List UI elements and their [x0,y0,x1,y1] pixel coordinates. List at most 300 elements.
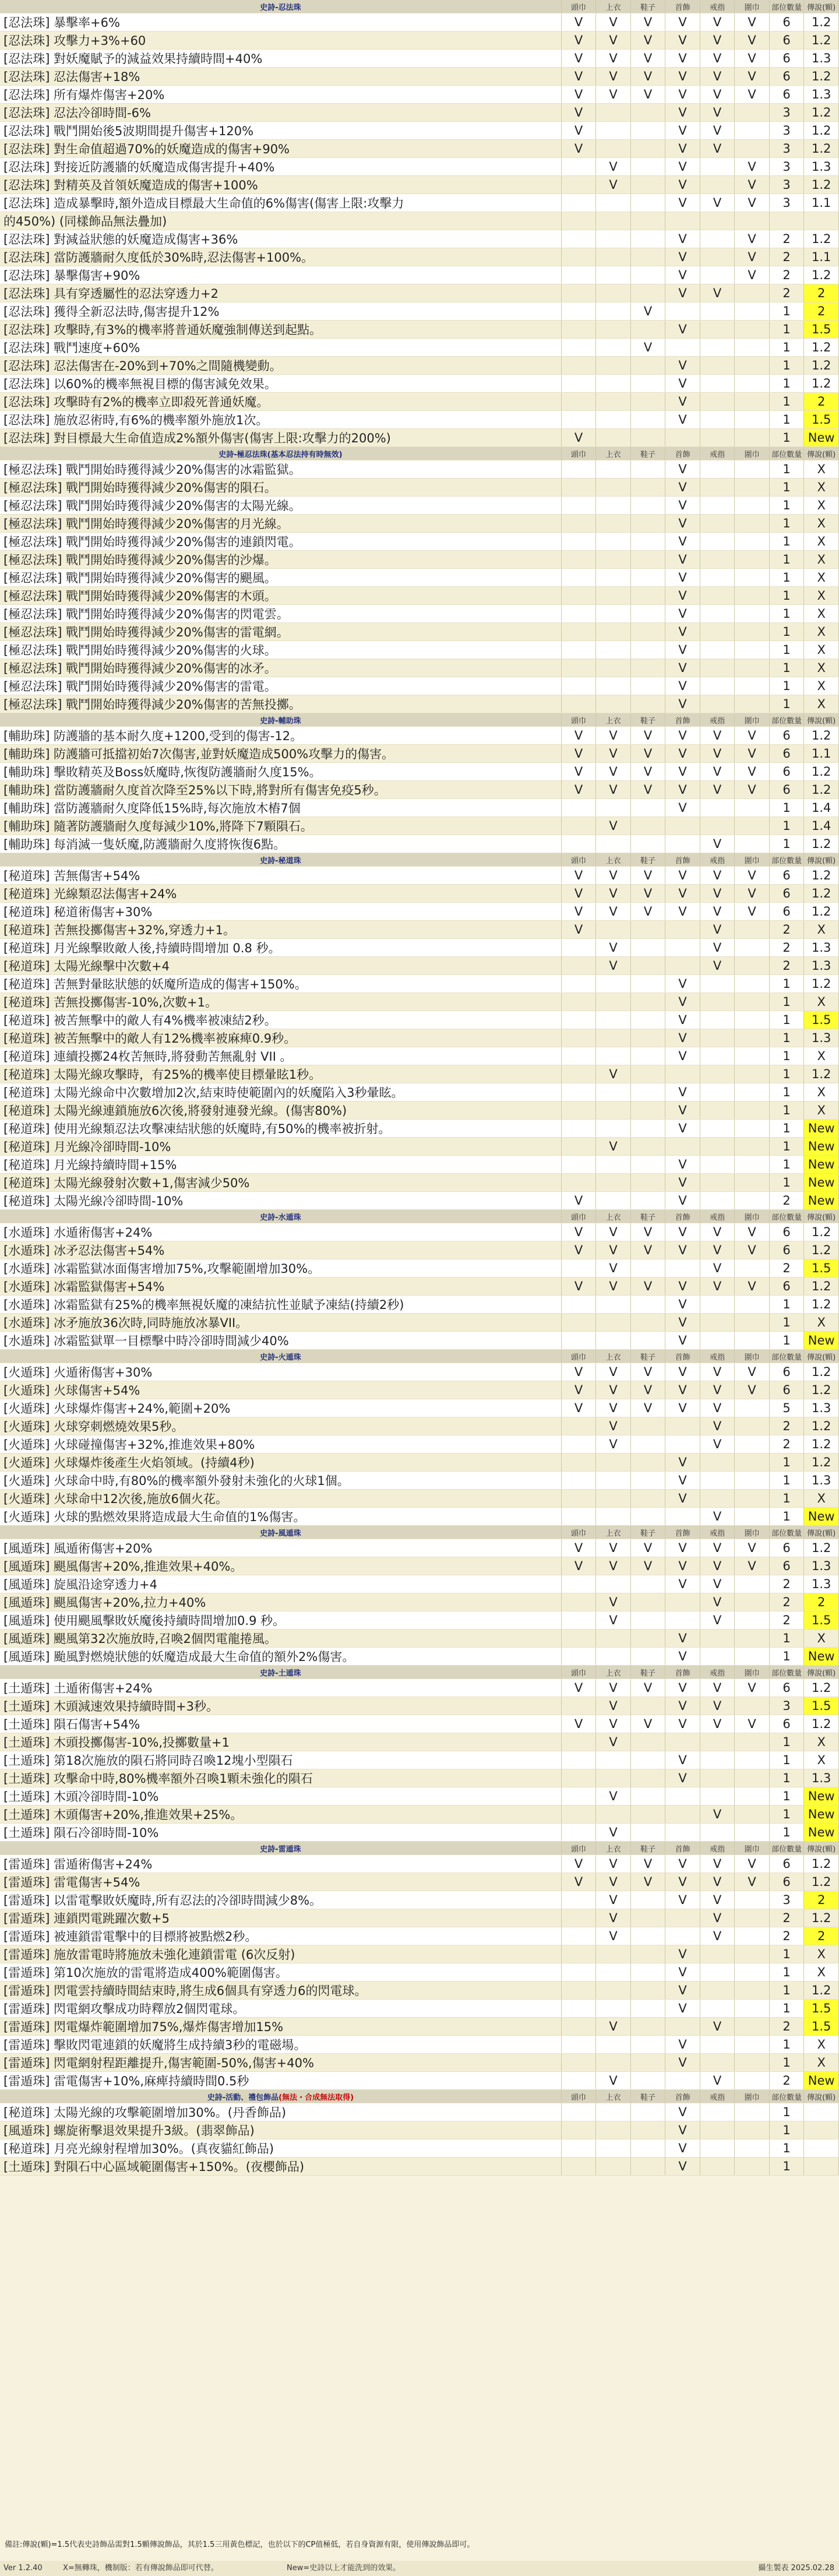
slot-mark [735,799,770,817]
legendary-ratio: 1.2 [804,122,839,140]
slot-mark: V [596,957,631,975]
slot-mark: V [630,339,665,357]
slot-count: 1 [769,1047,804,1065]
slot-mark [596,1332,631,1350]
legendary-ratio: New [804,1192,839,1210]
table-row [0,1381,839,1399]
slot-mark [630,1296,665,1314]
slot-mark [735,497,770,515]
slot-mark: V [700,1927,735,1945]
slot-mark [596,284,631,302]
legendary-ratio: X [804,993,839,1011]
column-header: 首飾 [665,1350,700,1363]
slot-mark [630,1417,665,1435]
column-header: 圍巾 [735,1210,770,1223]
slot-mark: V [596,1697,631,1715]
slot-mark [735,641,770,659]
slot-count: 1 [769,2000,804,2018]
slot-mark [596,2158,631,2176]
slot-mark [700,1296,735,1314]
slot-mark: V [596,1539,631,1557]
effect-description: [極忍法珠] 戰鬥開始時獲得減少20%傷害的木頭。 [0,587,561,605]
section-header [0,1842,839,1855]
slot-mark [561,158,596,176]
slot-mark: V [561,1399,596,1417]
slot-mark [561,695,596,713]
effect-description: [土遁珠] 第18次施放的隕石將同時召喚12塊小型隕石 [0,1751,561,1769]
effect-description: [土遁珠] 攻擊命中時,80%機率額外召喚1顆未強化的隕石 [0,1769,561,1787]
slot-mark [735,1314,770,1332]
legendary-ratio: 1.5 [804,321,839,339]
slot-mark: V [665,1083,700,1102]
slot-mark: V [700,1508,735,1526]
slot-mark [735,1047,770,1065]
slot-mark: V [665,2054,700,2072]
slot-mark: V [700,1593,735,1611]
slot-mark [735,515,770,533]
slot-mark: V [630,727,665,745]
slot-mark: V [735,13,770,31]
legendary-ratio: X [804,2036,839,2054]
slot-mark: V [561,867,596,885]
effect-description: [秘道珠] 秘道術傷害+30% [0,903,561,921]
slot-mark: V [700,1399,735,1417]
slot-mark [630,993,665,1011]
slot-mark [735,284,770,302]
slot-count: 6 [769,763,804,781]
slot-mark [735,677,770,695]
slot-mark [596,248,631,266]
slot-count: 1 [769,339,804,357]
slot-mark [735,1120,770,1138]
slot-mark [700,1769,735,1787]
slot-mark [735,957,770,975]
slot-mark [561,1891,596,1909]
slot-mark [561,339,596,357]
effect-description: [水遁珠] 冰矛忍法傷害+54% [0,1241,561,1259]
column-header: 戒指 [700,1526,735,1539]
table-row [0,266,839,284]
slot-mark: V [665,176,700,194]
slot-mark [700,1332,735,1350]
table-row [0,817,839,835]
slot-mark: V [630,68,665,86]
slot-mark: V [561,1873,596,1891]
section-header [0,853,839,867]
slot-mark [596,1011,631,1029]
table-row [0,1630,839,1648]
legendary-ratio: 1.4 [804,817,839,835]
slot-mark [700,158,735,176]
slot-mark: V [596,1824,631,1842]
slot-mark [596,1047,631,1065]
slot-mark [596,2139,631,2158]
legendary-ratio: 1.2 [804,885,839,903]
slot-count: 5 [769,1399,804,1417]
table-row [0,781,839,799]
slot-mark [561,2018,596,2036]
effect-description: [雷遁珠] 施放雷電時將施放未強化連鎖雷電 (6次反射) [0,1945,561,1963]
slot-mark: V [596,176,631,194]
table-row [0,975,839,993]
slot-mark [596,212,631,230]
slot-mark [561,1611,596,1630]
slot-mark: V [700,939,735,957]
slot-mark [665,957,700,975]
effect-description: [忍法珠] 對生命值超過70%的妖魔造成的傷害+90% [0,140,561,158]
effect-description: [雷遁珠] 閃電網射程距離提升,傷害範圍-50%,傷害+40% [0,2054,561,2072]
effect-description: [秘道珠] 使用光線類忍法攻擊凍結狀態的妖魔時,有50%的機率被折射。 [0,1120,561,1138]
slot-mark [561,1138,596,1156]
legendary-ratio: New [804,1648,839,1666]
slot-mark: V [561,1223,596,1241]
slot-mark [630,2121,665,2139]
slot-mark [735,939,770,957]
slot-mark: V [665,1630,700,1648]
slot-count: 1 [769,321,804,339]
slot-mark [665,1787,700,1806]
slot-mark [561,1490,596,1508]
slot-count: 1 [769,1982,804,2000]
slot-mark [630,2103,665,2121]
effect-description: [水遁珠] 冰霜監獄冰面傷害增加75%,攻擊範圍增加30%。 [0,1259,561,1278]
slot-mark [700,212,735,230]
legendary-ratio: 1.5 [804,1697,839,1715]
section-title [0,853,561,867]
effect-description: [雷遁珠] 連鎖閃電跳躍次數+5 [0,1909,561,1927]
slot-mark: V [735,781,770,799]
legendary-ratio: 1.2 [804,1381,839,1399]
effect-description: [秘道珠] 月光線持續時間+15% [0,1156,561,1174]
slot-mark [700,1648,735,1666]
slot-mark [596,2121,631,2139]
legendary-ratio: 1.3 [804,939,839,957]
slot-mark: V [665,1120,700,1138]
slot-mark [596,1083,631,1102]
slot-count: 1 [769,975,804,993]
slot-mark [596,460,631,478]
slot-mark: V [596,1593,631,1611]
section-header [0,713,839,727]
slot-mark: V [665,1648,700,1666]
slot-mark [700,1963,735,1982]
slot-mark [630,677,665,695]
slot-mark [561,393,596,411]
effect-description: [極忍法珠] 戰鬥開始時獲得減少20%傷害的冰矛。 [0,659,561,677]
slot-mark [630,194,665,212]
column-header: 鞋子 [630,1842,665,1855]
legendary-ratio: New [804,1332,839,1350]
slot-mark [630,1593,665,1611]
slot-mark: V [561,1715,596,1733]
slot-mark [735,1611,770,1630]
slot-mark: V [596,1557,631,1575]
slot-mark: V [561,13,596,31]
slot-mark: V [596,1065,631,1083]
section-title-text: 史詩-極忍法珠(基本忍法持有時無效) [218,450,343,459]
slot-mark: V [700,1417,735,1435]
slot-mark [596,1806,631,1824]
slot-count: 1 [769,411,804,429]
slot-mark [630,1102,665,1120]
slot-mark [630,1891,665,1909]
slot-mark: V [561,1241,596,1259]
slot-count: 1 [769,429,804,447]
legendary-ratio [804,2139,839,2158]
slot-mark [561,1011,596,1029]
slot-mark: V [630,781,665,799]
table-row [0,1982,839,2000]
slot-mark [700,1982,735,2000]
slot-mark [700,799,735,817]
table-row [0,2000,839,2018]
slot-mark [700,1314,735,1332]
effect-description: [極忍法珠] 戰鬥開始時獲得減少20%傷害的隕石。 [0,478,561,497]
table-row [0,2158,839,2176]
slot-mark [735,1417,770,1435]
table-row [0,1787,839,1806]
slot-mark [665,2018,700,2036]
slot-mark [561,266,596,284]
slot-mark: V [700,1715,735,1733]
slot-mark [596,2054,631,2072]
effect-description: [雷遁珠] 閃電爆炸範圍增加75%,爆炸傷害增加15% [0,2018,561,2036]
slot-mark: V [665,1047,700,1065]
table-row [0,1120,839,1138]
effect-description: [極忍法珠] 戰鬥開始時獲得減少20%傷害的火球。 [0,641,561,659]
table-row [0,1454,839,1472]
section-title [0,447,561,460]
legendary-ratio [804,212,839,230]
effect-description: [秘道珠] 月光線冷卻時間-10% [0,1138,561,1156]
table-row [0,587,839,605]
slot-count: 6 [769,1223,804,1241]
slot-count: 2 [769,1259,804,1278]
slot-mark: V [700,1278,735,1296]
slot-mark [630,2000,665,2018]
effect-description: [水遁珠] 冰霜監獄單一目標擊中時冷卻時間減少40% [0,1332,561,1350]
slot-mark: V [596,1611,631,1630]
effect-description: [風遁珠] 旋風沿途穿透力+4 [0,1575,561,1593]
column-header: 部位數量 [769,447,804,460]
slot-mark [596,302,631,321]
slot-count: 1 [769,993,804,1011]
slot-mark [700,551,735,569]
column-header: 上衣 [596,1842,631,1855]
legendary-ratio: X [804,1314,839,1332]
table-row [0,903,839,921]
slot-mark: V [561,68,596,86]
slot-mark: V [665,13,700,31]
slot-mark [700,1120,735,1138]
slot-mark: V [596,1363,631,1381]
slot-mark [735,587,770,605]
slot-mark [561,1593,596,1611]
slot-mark: V [665,641,700,659]
legendary-ratio: New [804,1138,839,1156]
slot-mark: V [665,1963,700,1982]
legendary-ratio: 1.2 [804,1679,839,1697]
slot-mark [561,1156,596,1174]
column-header: 頭巾 [561,1210,596,1223]
column-header: 頭巾 [561,1350,596,1363]
slot-mark [735,1508,770,1526]
effect-description: [雷遁珠] 以雷電擊敗妖魔時,所有忍法的冷卻時間減少8%。 [0,1891,561,1909]
column-header: 頭巾 [561,1526,596,1539]
slot-mark [630,375,665,393]
slot-mark: V [630,867,665,885]
slot-mark [561,1630,596,1648]
slot-mark [665,1824,700,1842]
slot-mark [561,2054,596,2072]
slot-mark: V [665,357,700,375]
slot-count: 2 [769,1192,804,1210]
table-row [0,1927,839,1945]
slot-mark [561,1472,596,1490]
table-row [0,1733,839,1751]
slot-mark [561,176,596,194]
slot-mark: V [665,1891,700,1909]
legendary-ratio: 2 [804,1927,839,1945]
column-header: 頭巾 [561,1666,596,1679]
table-row [0,1332,839,1350]
slot-mark [561,1697,596,1715]
effect-description: [雷遁珠] 雷電傷害+54% [0,1873,561,1891]
slot-mark: V [665,1769,700,1787]
slot-mark [596,411,631,429]
slot-count: 1 [769,1029,804,1047]
column-header: 傳說(顆) [804,1842,839,1855]
slot-mark [596,1102,631,1120]
legendary-ratio: X [804,533,839,551]
slot-mark [561,1417,596,1435]
slot-mark [700,659,735,677]
slot-mark [735,623,770,641]
slot-mark [630,1927,665,1945]
table-row [0,1593,839,1611]
slot-mark: V [700,745,735,763]
slot-mark [630,835,665,853]
legendary-ratio: X [804,1963,839,1982]
slot-count: 2 [769,939,804,957]
slot-mark [700,176,735,194]
column-header: 圍巾 [735,713,770,727]
legendary-ratio: X [804,551,839,569]
slot-mark [630,1751,665,1769]
slot-mark: V [596,903,631,921]
slot-mark: V [735,903,770,921]
slot-mark: V [665,248,700,266]
slot-count: 6 [769,50,804,68]
slot-count: 6 [769,1679,804,1697]
slot-mark [735,1733,770,1751]
slot-mark [700,1490,735,1508]
effect-description: [極忍法珠] 戰鬥開始時獲得減少20%傷害的颶風。 [0,569,561,587]
slot-mark [735,321,770,339]
slot-mark [700,515,735,533]
column-header: 傳說(顆) [804,1350,839,1363]
slot-mark [735,1138,770,1156]
column-header: 圍巾 [735,1526,770,1539]
slot-mark [596,104,631,122]
slot-count: 1 [769,2103,804,2121]
slot-mark [735,1751,770,1769]
slot-mark [700,2158,735,2176]
effect-description: [風遁珠] 風遁術傷害+20% [0,1539,561,1557]
effect-description: [輔助珠] 擊敗精英及Boss妖魔時,恢復防護牆耐久度15%。 [0,763,561,781]
effect-description: [忍法珠] 所有爆炸傷害+20% [0,86,561,104]
slot-mark [596,339,631,357]
slot-mark: V [735,266,770,284]
legendary-ratio: 2 [804,1593,839,1611]
slot-mark [596,677,631,695]
slot-mark [596,659,631,677]
table-row [0,2036,839,2054]
effect-description: [極忍法珠] 戰鬥開始時獲得減少20%傷害的沙爆。 [0,551,561,569]
slot-mark [700,266,735,284]
slot-mark [561,1909,596,1927]
effect-description: [秘道珠] 苦無投擲傷害+32%,穿透力+1。 [0,921,561,939]
slot-mark: V [735,158,770,176]
table-row [0,50,839,68]
slot-mark [630,1314,665,1332]
column-header: 鞋子 [630,713,665,727]
slot-mark [665,1508,700,1526]
slot-mark [630,569,665,587]
legendary-ratio: 2 [804,302,839,321]
table-row [0,375,839,393]
slot-mark [665,1806,700,1824]
slot-count: 6 [769,68,804,86]
slot-mark: V [665,587,700,605]
slot-mark: V [700,921,735,939]
effect-description: [風遁珠] 颶風傷害+20%,拉力+40% [0,1593,561,1611]
table-row [0,1083,839,1102]
slot-count: 3 [769,194,804,212]
slot-mark: V [665,1296,700,1314]
table-row [0,1963,839,1982]
table-row [0,1259,839,1278]
slot-mark [561,605,596,623]
slot-mark [561,1314,596,1332]
effect-description: [極忍法珠] 戰鬥開始時獲得減少20%傷害的太陽光線。 [0,497,561,515]
slot-mark [561,460,596,478]
section-title [0,1666,561,1679]
slot-mark: V [596,1679,631,1697]
effect-description: [土遁珠] 對隕石中心區域範圍傷害+150%。(夜櫻飾品) [0,2158,561,2176]
legendary-ratio: 1.2 [804,1873,839,1891]
slot-mark: V [596,867,631,885]
table-row [0,497,839,515]
slot-count: 6 [769,1381,804,1399]
effect-description: [忍法珠] 對妖魔賦予的減益效果持續時間+40% [0,50,561,68]
slot-mark: V [630,1873,665,1891]
column-header: 上衣 [596,1526,631,1539]
slot-mark [630,1047,665,1065]
slot-mark [561,212,596,230]
slot-count: 1 [769,302,804,321]
slot-mark: V [735,50,770,68]
slot-mark: V [596,68,631,86]
slot-mark: V [735,194,770,212]
slot-mark [561,478,596,497]
table-row [0,321,839,339]
slot-mark: V [665,1241,700,1259]
legendary-ratio: 1.2 [804,1065,839,1083]
slot-mark: V [735,1241,770,1259]
slot-mark [596,1982,631,2000]
slot-mark [700,230,735,248]
